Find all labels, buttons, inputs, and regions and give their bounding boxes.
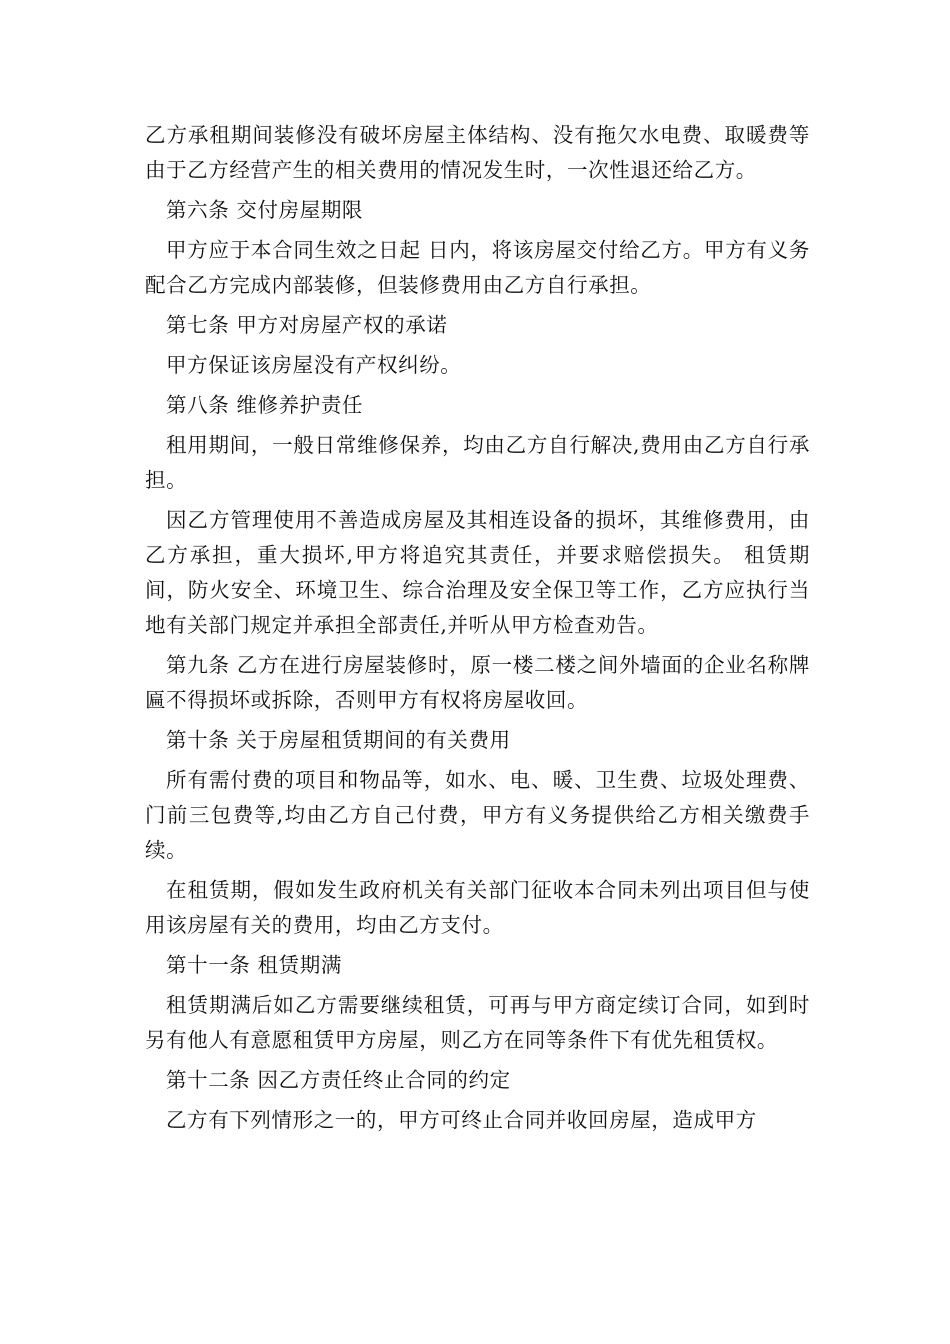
heading-article-8: 第八条 维修养护责任 bbox=[166, 393, 364, 417]
paragraph-deposit-refund: 乙方承租期间装修没有破坏房屋主体结构、没有拖欠水电费、取暖费等由于乙方经营产生的相关费用的情况发生时，一次性退还给乙方。 bbox=[145, 123, 810, 182]
paragraph-article-6: 甲方应于本合同生效之日起 日内，将该房屋交付给乙方。甲方有义务配合乙方完成内部装修，但装修费用由乙方自行承担。 bbox=[145, 238, 810, 297]
heading-article-7: 第七条 甲方对房屋产权的承诺 bbox=[166, 313, 448, 337]
heading-article-12: 第十二条 因乙方责任终止合同的约定 bbox=[166, 1068, 511, 1092]
heading-article-6: 第六条 交付房屋期限 bbox=[166, 198, 364, 222]
document-body bbox=[145, 118, 810, 1143]
paragraph-article-10-a: 所有需付费的项目和物品等，如水、电、暖、卫生费、垃圾处理费、门前三包费等,均由乙方自己付费，甲方有义务提供给乙方相关缴费手续。 bbox=[145, 768, 810, 862]
paragraph-article-8-a: 租用期间，一般日常维修保养，均由乙方自行解决,费用由乙方自行承担。 bbox=[145, 433, 810, 492]
paragraph-article-7: 甲方保证该房屋没有产权纠纷。 bbox=[166, 353, 462, 377]
paragraph-article-12: 乙方有下列情形之一的，甲方可终止合同并收回房屋，造成甲方 bbox=[166, 1108, 757, 1132]
heading-article-10: 第十条 关于房屋租赁期间的有关费用 bbox=[166, 728, 511, 752]
heading-article-11: 第十一条 租赁期满 bbox=[166, 953, 342, 977]
paragraph-article-8-b: 因乙方管理使用不善造成房屋及其相连设备的损坏，其维修费用，由乙方承担，重大损坏,甲方将追究其责任，并要求赔偿损失。 租赁期间，防火安全、环境卫生、综合治理及安全保卫等工作，乙方应执行当地有关部门规定并承担全部责任,并听从甲方检查劝告。 bbox=[145, 508, 810, 637]
paragraph-article-9: 第九条 乙方在进行房屋装修时，原一楼二楼之间外墙面的企业名称牌匾不得损坏或拆除，否则甲方有权将房屋收回。 bbox=[145, 653, 810, 712]
paragraph-article-11: 租赁期满后如乙方需要继续租赁，可再与甲方商定续订合同，如到时另有他人有意愿租赁甲方房屋，则乙方在同等条件下有优先租赁权。 bbox=[145, 993, 810, 1052]
paragraph-article-10-b: 在租赁期，假如发生政府机关有关部门征收本合同未列出项目但与使用该房屋有关的费用，均由乙方支付。 bbox=[145, 878, 810, 937]
